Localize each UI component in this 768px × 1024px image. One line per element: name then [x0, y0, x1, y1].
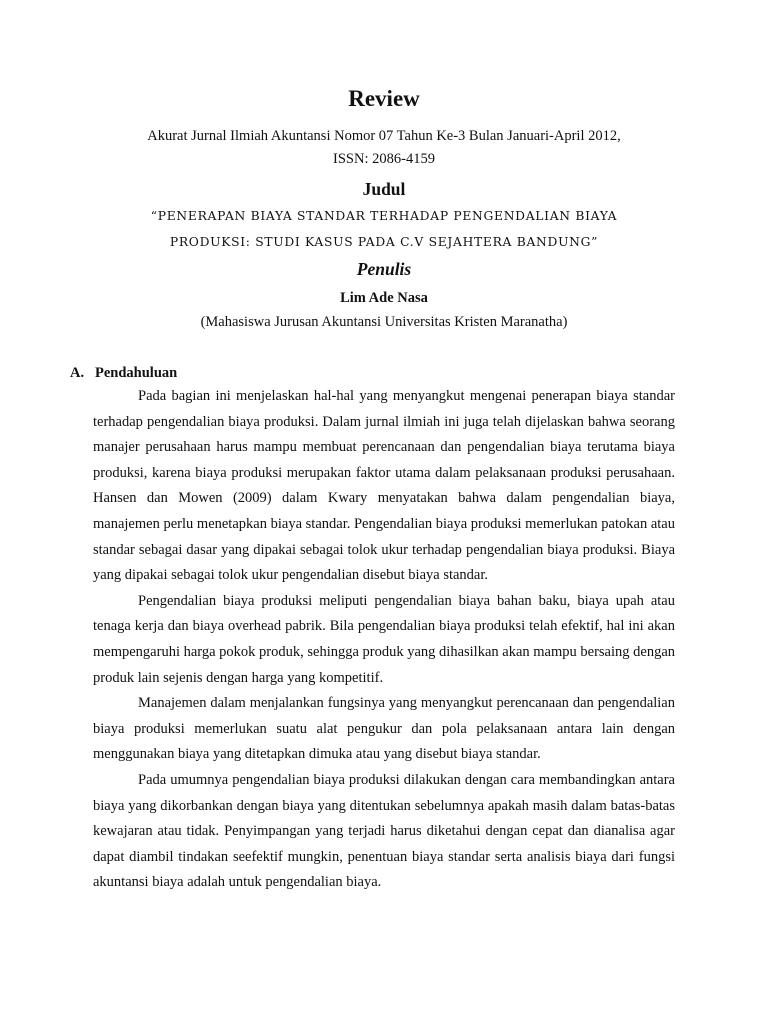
article-title-line-1: “PENERAPAN BIAYA STANDAR TERHADAP PENGENDALIAN BIAYA — [150, 209, 618, 223]
section-title: Pendahuluan — [95, 365, 178, 381]
author-affiliation: (Mahasiswa Jurusan Akuntansi Universitas Kristen Maranatha) — [200, 314, 568, 330]
journal-citation-line-2: ISSN: 2086-4159 — [333, 151, 435, 167]
section-body — [93, 384, 675, 896]
paragraph: Manajemen dalam menjalankan fungsinya yang menyangkut perencanaan dan pengendalian biaya produksi memerlukan suatu alat pengukur dan pola pelaksanaan antara lain dengan menggunakan biaya yang ditetapkan dimuka atau yang disebut biaya standar. — [93, 695, 675, 763]
document-title: Review — [348, 86, 420, 111]
section-heading — [70, 365, 177, 382]
paragraph: Pada umumnya pengendalian biaya produksi dilakukan dengan cara membandingkan antara biaya yang dikorbankan dengan biaya yang ditentukan sebelumnya apakah masih dalam batas-batas kewajaran atau tidak. Penyimpangan yang terjadi harus diketahui dengan cepat dan dianalisa agar dapat diambil tindakan seefektif mungkin, penentuan biaya standar serta analisis biaya dari fungsi akuntansi biaya adalah untuk pengendalian biaya. — [93, 771, 675, 891]
paragraph: Pengendalian biaya produksi meliputi pengendalian biaya bahan baku, biaya upah atau tenaga kerja dan biaya overhead pabrik. Bila pengendalian biaya produksi telah efektif, hal ini akan mempengaruhi harga pokok produk, sehingga produk yang dihasilkan akan mampu bersaing dengan produk lain sejenis dengan harga yang kompetitif. — [93, 592, 676, 686]
judul-heading: Judul — [362, 179, 406, 199]
journal-citation-line-1: Akurat Jurnal Ilmiah Akuntansi Nomor 07 Tahun Ke-3 Bulan Januari-April 2012, — [147, 128, 621, 144]
paragraph: Pada bagian ini menjelaskan hal-hal yang menyangkut mengenai penerapan biaya standar terhadap pengendalian biaya produksi. Dalam jurnal ilmiah ini juga telah dijelaskan bahwa seorang manajer perusahaan harus mampu membuat perencanaan dan pengendalian biaya terutama biaya produksi, karena biaya produksi merupakan faktor utama dalam pelaksanaan produksi perusahaan. Hansen dan Mowen (2009) dalam Kwary menyatakan bahwa dalam pengendalian biaya, manajemen perlu menetapkan biaya standar. Pengendalian biaya produksi memerlukan patokan atau standar sebagai dasar yang dipakai sebagai tolok ukur terhadap pengendalian biaya produksi. Biaya yang dipakai sebagai tolok ukur pengendalian disebut biaya standar. — [93, 388, 675, 584]
penulis-heading: Penulis — [356, 259, 412, 279]
article-title-line-2: PRODUKSI: STUDI KASUS PADA C.V SEJAHTERA BANDUNG” — [169, 235, 599, 249]
author-name: Lim Ade Nasa — [340, 290, 428, 306]
section-letter: A. — [70, 365, 85, 381]
